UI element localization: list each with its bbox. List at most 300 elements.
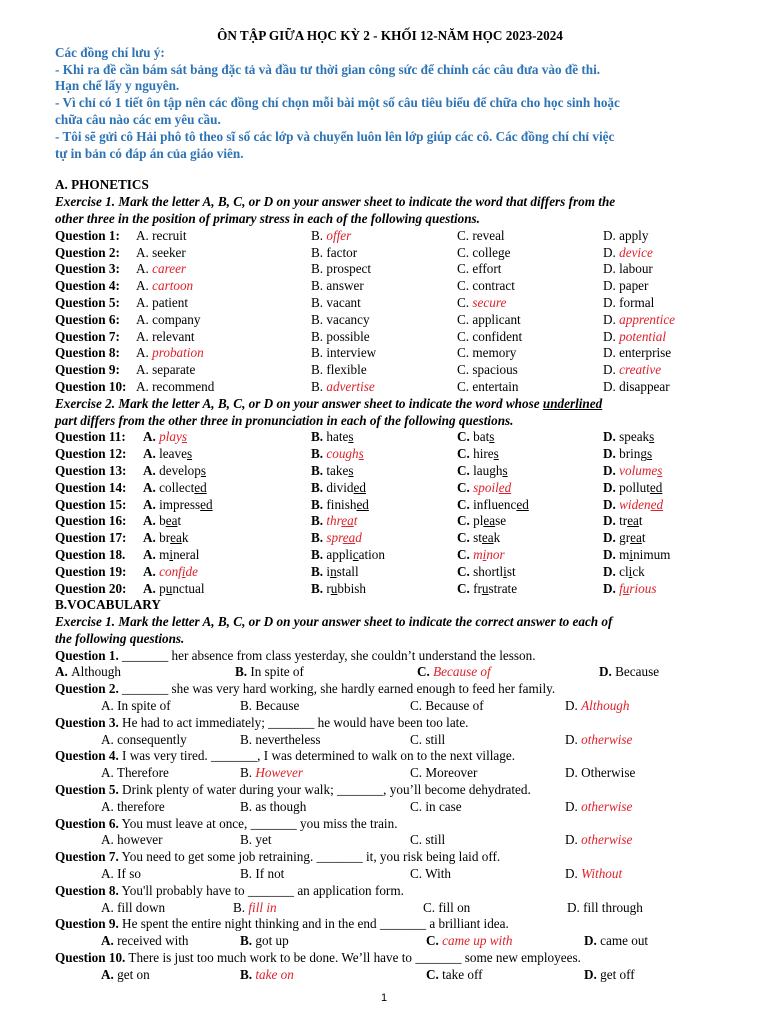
option-letter: A. — [101, 966, 118, 982]
option-letter: A. — [55, 664, 72, 680]
option-a — [101, 933, 189, 950]
option-c — [417, 664, 491, 681]
option-letter: B. — [235, 664, 251, 680]
underlined-part: s — [493, 446, 499, 462]
answer-word: career — [152, 261, 187, 277]
option-letter: D. — [603, 530, 620, 546]
option-c — [410, 765, 477, 782]
question-label: Question 4: — [55, 278, 120, 294]
vocabulary-instructions — [55, 614, 725, 648]
underlined-part: s — [358, 446, 364, 462]
underlined-part: s — [489, 429, 495, 445]
question-label: Question 2: — [55, 244, 120, 260]
option-letter: A. — [143, 530, 160, 546]
option-a — [143, 513, 181, 530]
underlined-part: ea — [341, 513, 354, 529]
note-line: chữa câu nào các em yêu cầu. — [55, 111, 221, 127]
option-letter: C. — [426, 966, 443, 982]
option-a: A. company — [136, 311, 201, 327]
option-word: minimum — [619, 546, 671, 562]
option-word: spoiled — [473, 479, 512, 495]
option-b: B. offer — [311, 227, 352, 243]
underlined-part: i — [629, 546, 634, 562]
answer-word: offer — [326, 227, 352, 243]
option-a: A. recommend — [136, 378, 215, 394]
option-c — [410, 732, 445, 749]
option-letter: B. — [311, 429, 327, 445]
question-text: He spent the entire night thinking and in the end _______ a brilliant idea. — [118, 916, 509, 932]
option-c — [410, 832, 445, 849]
question-label: Question 10. — [55, 950, 126, 966]
page-number: 1 — [380, 992, 388, 1004]
option-text: otherwise — [581, 798, 633, 814]
note-line: - Tôi sẽ gửi cô Hải phô tô theo sĩ số các lớp và chuyển luôn lên lớp giúp các cô. Các đồng chí chỉ việc — [55, 128, 615, 144]
question-row — [55, 345, 725, 362]
option-letter: B. — [240, 765, 256, 781]
option-d — [565, 698, 629, 715]
option-text: Although — [581, 698, 630, 714]
option-word: rubbish — [326, 580, 366, 596]
option-text: take off — [442, 966, 483, 982]
option-b: B. advertise — [311, 378, 375, 394]
option-letter: C. — [410, 832, 426, 848]
option-text: Because of — [425, 698, 484, 714]
option-word: brings — [619, 446, 653, 462]
option-letter: D. — [567, 899, 584, 915]
question-row — [55, 278, 725, 295]
option-c: C. reveal — [457, 227, 505, 243]
option-a — [143, 429, 187, 446]
option-word: influenced — [473, 496, 529, 512]
option-text: nevertheless — [255, 731, 321, 747]
question-label: Question 8. — [55, 882, 119, 898]
option-d — [603, 480, 662, 497]
question-stem — [55, 748, 725, 765]
underlined-part: i — [181, 563, 186, 579]
question-row — [55, 581, 725, 598]
option-text: therefore — [117, 798, 165, 814]
option-c — [457, 429, 494, 446]
question-label: Question 7. — [55, 849, 119, 865]
option-word: treat — [619, 513, 643, 529]
option-c: C. entertain — [457, 378, 519, 394]
option-b — [311, 513, 357, 530]
option-word: divided — [326, 479, 366, 495]
option-letter: A. — [101, 698, 118, 714]
document-title: ÔN TẬP GIỮA HỌC KỲ 2 - KHỐI 12-NĂM HỌC 2023-2024 — [217, 28, 563, 43]
option-text: With — [425, 866, 451, 882]
option-d: D. device — [603, 244, 653, 260]
option-text: Although — [71, 664, 121, 680]
option-word: plays — [159, 429, 187, 445]
question-text: I was very tired. _______, I was determined to walk on to the next village. — [118, 748, 516, 764]
option-a — [101, 967, 150, 984]
answer-word: apprentice — [619, 311, 676, 327]
option-a — [101, 765, 169, 782]
option-letter: A. — [101, 832, 118, 848]
option-b — [311, 581, 366, 598]
instruction-line: other three in the position of primary stress in each of the following questions. — [55, 210, 480, 226]
option-letter: C. — [410, 731, 426, 747]
option-letter: C. — [457, 580, 474, 596]
option-a — [143, 497, 213, 514]
option-letter: B. — [311, 580, 327, 596]
underlined-part: s — [646, 446, 653, 462]
underlined-part: s — [181, 429, 187, 445]
option-d — [567, 900, 643, 917]
underlined-part: s — [502, 462, 508, 478]
options-row — [55, 664, 725, 681]
option-word: spread — [326, 530, 362, 546]
option-text: get on — [117, 966, 150, 982]
option-word: bats — [473, 429, 495, 445]
section-a-heading: A. PHONETICS — [55, 177, 149, 193]
answer-word: secure — [472, 294, 507, 310]
option-letter: B. — [240, 966, 256, 982]
question-label: Question 7: — [55, 328, 120, 344]
option-text: fill through — [583, 899, 643, 915]
option-text: get off — [600, 966, 635, 982]
option-d — [565, 832, 632, 849]
option-letter: C. — [410, 866, 426, 882]
question-label: Question 8: — [55, 345, 120, 361]
option-letter: D. — [565, 731, 582, 747]
option-letter: A. — [143, 479, 160, 495]
option-letter: C. — [457, 496, 474, 512]
question-text: There is just too much work to be done. We’ll have to _______ some new employees. — [125, 950, 581, 966]
answer-word: creative — [619, 362, 662, 378]
options-row — [55, 732, 725, 749]
option-letter: C. — [457, 446, 474, 462]
option-d — [603, 513, 643, 530]
option-d: D. apprentice — [603, 311, 676, 327]
underlined-part: ed — [194, 479, 207, 495]
option-text: still — [425, 731, 446, 747]
question-row — [55, 295, 725, 312]
option-a — [143, 564, 198, 581]
option-a — [101, 799, 165, 816]
option-letter: B. — [311, 563, 327, 579]
option-b — [311, 530, 362, 547]
option-d: D. apply — [603, 227, 649, 243]
options-row — [55, 765, 725, 782]
question-row — [55, 312, 725, 329]
option-text: However — [255, 765, 303, 781]
question-label: Question 1: — [55, 227, 120, 243]
option-a: A. recruit — [136, 227, 187, 243]
option-letter: D. — [565, 798, 582, 814]
option-letter: D. — [603, 496, 620, 512]
option-letter: C. — [457, 530, 474, 546]
question-row — [55, 513, 725, 530]
option-word: finished — [326, 496, 369, 512]
option-b — [235, 664, 304, 681]
question-label: Question 5. — [55, 782, 119, 798]
question-row — [55, 480, 725, 497]
option-word: takes — [326, 462, 354, 478]
option-d — [565, 765, 635, 782]
underlined-part: ea — [627, 513, 639, 529]
question-label: Question 15: — [55, 496, 127, 512]
underlined-part: ea — [630, 530, 642, 546]
underlined-part: ed — [356, 496, 369, 512]
option-c — [410, 799, 462, 816]
option-word: laughs — [473, 462, 508, 478]
instruction-line: Exercise 1. Mark the letter A, B, C, or D on your answer sheet to indicate the word that differs from the — [55, 194, 616, 210]
option-word: widened — [619, 496, 664, 512]
option-b: B. possible — [311, 328, 370, 344]
option-b: B. factor — [311, 244, 358, 260]
option-b: B. answer — [311, 278, 364, 294]
option-b — [240, 832, 272, 849]
section-b-heading: B.VOCABULARY — [55, 597, 161, 613]
option-a — [101, 832, 163, 849]
note-line: Hạn chế lấy y nguyên. — [55, 78, 180, 94]
option-letter: A. — [101, 866, 118, 882]
option-b — [311, 480, 366, 497]
option-word: furious — [619, 580, 657, 596]
option-letter: B. — [240, 832, 256, 848]
question-label: Question 13: — [55, 462, 127, 478]
option-d — [603, 547, 670, 564]
option-letter: D. — [603, 546, 620, 562]
option-a — [143, 547, 199, 564]
option-letter: A. — [101, 933, 118, 949]
question-label: Question 12: — [55, 446, 127, 462]
option-text: Because — [615, 664, 660, 680]
question-text: _______ she was very hard working, she hardly earned enough to feed her family. — [118, 681, 556, 697]
underlined-part: ed — [200, 496, 213, 512]
question-label: Question 5: — [55, 294, 120, 310]
underlined-part: s — [348, 429, 354, 445]
underlined-part: u — [481, 580, 489, 596]
underlined-part: s — [657, 462, 663, 478]
option-word: break — [159, 530, 189, 546]
option-word: beat — [159, 513, 182, 529]
underlined-part: u — [330, 580, 338, 596]
option-text: fill on — [438, 899, 471, 915]
question-row — [55, 362, 725, 379]
question-stem — [55, 849, 725, 866]
question-text: He had to act immediately; _______ he would have been too late. — [118, 714, 469, 730]
question-label: Question 1. — [55, 647, 119, 663]
question-label: Question 6. — [55, 815, 119, 831]
option-b — [240, 933, 289, 950]
option-b: B. interview — [311, 345, 377, 361]
question-row — [55, 463, 725, 480]
note-line: tự in bản có đáp án của giáo viên. — [55, 145, 244, 161]
answer-word: potential — [619, 328, 667, 344]
underlined-part: ea — [483, 513, 496, 529]
option-letter: B. — [240, 866, 256, 882]
underlined-part: u — [165, 580, 173, 596]
question-row — [55, 497, 725, 514]
option-d — [603, 429, 654, 446]
option-a — [143, 581, 205, 598]
option-letter: D. — [584, 933, 601, 949]
option-c — [457, 480, 511, 497]
option-word: frustrate — [473, 580, 518, 596]
option-b — [311, 547, 385, 564]
option-letter: C. — [410, 765, 426, 781]
option-d — [603, 446, 652, 463]
option-b — [240, 866, 284, 883]
option-c: C. spacious — [457, 362, 518, 378]
question-text: Drink plenty of water during your walk; _______, you’ll become dehydrated. — [118, 782, 531, 798]
question-stem — [55, 715, 725, 732]
option-letter: C. — [457, 479, 474, 495]
answer-word: device — [619, 244, 653, 260]
option-a — [143, 463, 206, 480]
question-row — [55, 379, 725, 396]
option-letter: D. — [603, 563, 620, 579]
option-text: Because of — [433, 664, 491, 680]
option-b: B. flexible — [311, 362, 367, 378]
option-letter: C. — [457, 546, 474, 562]
exercise-2-instructions — [55, 396, 725, 430]
option-letter: A. — [101, 798, 118, 814]
option-letter: D. — [603, 513, 620, 529]
option-word: steak — [473, 530, 501, 546]
option-text: yet — [255, 832, 272, 848]
option-letter: A. — [143, 446, 160, 462]
option-a: A. career — [136, 261, 187, 277]
option-text: fill down — [117, 899, 166, 915]
underlined-part: ea — [481, 530, 494, 546]
option-b: B. vacant — [311, 294, 361, 310]
option-d: D. paper — [603, 278, 649, 294]
underlined-part: ea — [165, 513, 178, 529]
answer-word: cartoon — [152, 278, 194, 294]
option-letter: D. — [565, 765, 582, 781]
option-letter: C. — [457, 563, 474, 579]
option-text: otherwise — [581, 832, 633, 848]
option-text: take on — [255, 966, 294, 982]
option-letter: C. — [457, 513, 474, 529]
option-text: In spite of — [250, 664, 304, 680]
question-stem — [55, 782, 725, 799]
option-word: please — [473, 513, 507, 529]
option-d — [603, 530, 646, 547]
option-letter: D. — [603, 462, 620, 478]
option-b — [233, 900, 277, 917]
option-a — [101, 900, 165, 917]
note-line: - Vì chỉ có 1 tiết ôn tập nên các đồng chí chọn mỗi bài một số câu tiêu biểu để chữa cho học sinh hoặc — [55, 95, 620, 111]
underlined-part: n — [330, 563, 337, 579]
option-text: came out — [600, 933, 649, 949]
option-c — [457, 463, 508, 480]
options-row — [55, 799, 725, 816]
underlined-part: ea — [170, 530, 182, 546]
question-label: Question 19: — [55, 563, 127, 579]
question-label: Question 11: — [55, 429, 126, 445]
option-text: however — [117, 832, 163, 848]
option-a — [143, 446, 192, 463]
option-letter: A. — [143, 580, 160, 596]
underlined-part: i — [628, 563, 633, 579]
option-a — [55, 664, 121, 681]
option-a: A. patient — [136, 294, 189, 310]
option-a — [101, 732, 187, 749]
option-word: punctual — [159, 580, 205, 596]
option-a — [143, 530, 188, 547]
option-c — [423, 900, 470, 917]
underlined-part: i — [503, 563, 507, 579]
option-c — [457, 530, 500, 547]
option-c — [457, 581, 517, 598]
option-c: C. contract — [457, 278, 515, 294]
question-label: Question 4. — [55, 748, 119, 764]
option-word: application — [326, 546, 385, 562]
option-c — [457, 497, 529, 514]
option-a: A. relevant — [136, 328, 195, 344]
vocabulary-questions — [55, 648, 725, 984]
spacer — [55, 162, 725, 177]
question-label: Question 17: — [55, 530, 127, 546]
underlined-part: ed — [498, 479, 512, 495]
option-letter: A. — [101, 731, 118, 747]
option-letter: A. — [143, 496, 160, 512]
options-row — [55, 933, 725, 950]
option-letter: D. — [565, 698, 582, 714]
option-d: D. formal — [603, 294, 655, 310]
option-c — [410, 866, 451, 883]
option-a: A. separate — [136, 362, 196, 378]
option-c: C. applicant — [457, 311, 521, 327]
question-text: _______ her absence from class yesterday, she couldn’t understand the lesson. — [118, 647, 536, 663]
document-page — [55, 28, 725, 984]
option-word: impressed — [159, 496, 213, 512]
instruction-line: the following questions. — [55, 630, 185, 646]
ex2-underlined-word: underlined — [542, 395, 603, 411]
option-b — [311, 564, 359, 581]
option-text: Without — [581, 866, 623, 882]
option-b — [311, 463, 354, 480]
option-c: C. memory — [457, 345, 517, 361]
underlined-part: s — [649, 429, 655, 445]
option-d — [603, 463, 662, 480]
options-row — [55, 698, 725, 715]
option-letter: D. — [603, 446, 620, 462]
option-a — [101, 866, 141, 883]
question-stem — [55, 816, 725, 833]
option-letter: C. — [423, 899, 439, 915]
option-d — [565, 732, 632, 749]
question-label: Question 18. — [55, 546, 126, 562]
underlined-part: ed — [649, 479, 663, 495]
question-row — [55, 446, 725, 463]
option-letter: B. — [311, 546, 327, 562]
option-text: Moreover — [425, 765, 478, 781]
underlined-part: i — [169, 546, 174, 562]
question-stem — [55, 681, 725, 698]
question-label: Question 3: — [55, 261, 120, 277]
question-row — [55, 547, 725, 564]
option-c — [426, 933, 512, 950]
option-letter: D. — [584, 966, 601, 982]
option-text: If so — [117, 866, 141, 882]
question-text: You need to get some job retraining. _______ it, you risk being laid off. — [118, 849, 501, 865]
option-c — [457, 547, 505, 564]
option-word: mineral — [159, 546, 200, 562]
question-text: You'll probably have to _______ an application form. — [118, 882, 404, 898]
option-b: B. vacancy — [311, 311, 370, 327]
option-b — [240, 799, 306, 816]
option-word: threat — [326, 513, 358, 529]
question-label: Question 10: — [55, 378, 127, 394]
option-letter: C. — [426, 933, 443, 949]
option-b — [240, 698, 299, 715]
